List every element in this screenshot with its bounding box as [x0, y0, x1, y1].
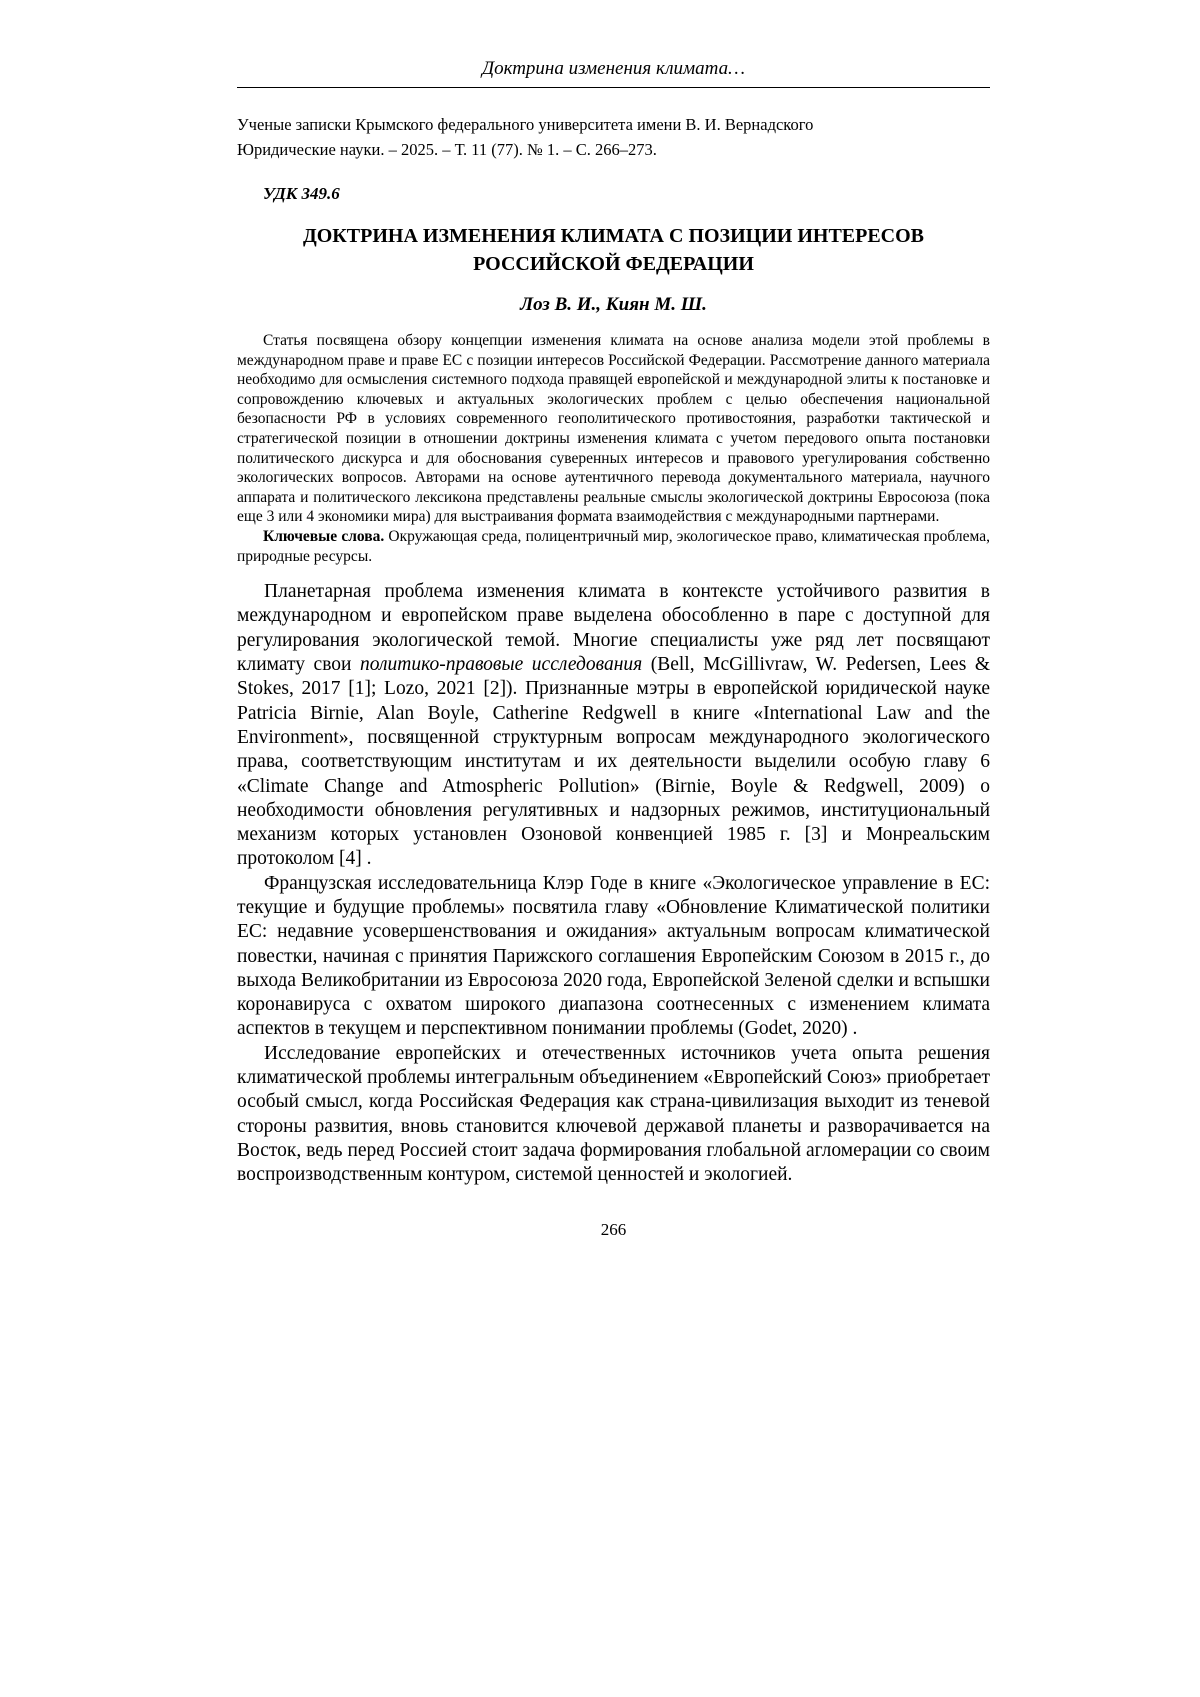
body-paragraph-3: Исследование европейских и отечественных источников учета опыта решения климатической проблемы интегральным объединением «Европейский Союз» приобретает особый смысл, когда Российская Федерация как страна-цивилизация выходит из теневой стороны развития, вновь становится ключевой державой планеты и разворачивается на Восток, ведь перед Россией стоит задача формирования глобальной агломерации со своим воспроизводственным контуром, системой ценностей и экологией. [237, 1042, 990, 1186]
abstract-text: Статья посвящена обзору концепции изменения климата на основе анализа модели этой проблемы в международном праве и праве ЕС с позиции интересов Российской Федерации. Рассмотрение данного материала необходимо для осмысления системного подхода правящей европейской и международной элиты к постановке и сопровождению ключевых и актуальных экологических проблем с целью обеспечения национальной безопасности РФ в условиях современного геополитического противостояния, разработки тактической и стратегической позиции в отношении доктрины изменения климата с учетом передового опыта постановки политического дискурса и для обоснования суверенных интересов и правового урегулирования собственно экологических вопросов. Авторами на основе аутентичного перевода документального материала, научного аппарата и политического лексикона представлены реальные смыслы экологической доктрины Евросоюза (пока еще 3 или 4 экономики мира) для выстраивания формата взаимодействия с международными партнерами. [237, 332, 990, 526]
article-title: ДОКТРИНА ИЗМЕНЕНИЯ КЛИМАТА С ПОЗИЦИИ ИНТЕРЕСОВ РОССИЙСКОЙ ФЕДЕРАЦИИ [302, 225, 925, 275]
journal-citation [237, 112, 990, 162]
article-body [237, 580, 990, 1187]
journal-citation-line-2: Юридические науки. – 2025. – Т. 11 (77). № 1. – С. 266–273. [237, 140, 657, 159]
keywords-paragraph [237, 527, 990, 566]
body-paragraph-1-text-post: (Bell, McGillivraw, W. Pedersen, Lees & Stokes, 2017 [1]; Lozo, 2021 [2]). Признанные мэтры в европейской юридической науке Patricia Birnie, Alan Boyle, Catherine Redgwell в книге «International Law and the Environment», посвященной структурным вопросам международного экологического права, соответствующим институтам и их деятельности выделили особую главу 6 «Climate Change and Atmospheric Pollution» (Birnie, Boyle & Redgwell, 2009) о необходимости обновления регулятивных и надзорных режимов, институциональный механизм которых установлен Озоновой конвенцией 1985 г. [3] и Монреальским протоколом [4] . [237, 654, 990, 870]
abstract-block [237, 331, 990, 566]
article-authors: Лоз В. И., Киян М. Ш. [520, 294, 707, 315]
page-content [237, 0, 990, 1240]
running-head [237, 58, 990, 88]
keywords-text: Окружающая среда, полицентричный мир, экологическое право, климатическая проблема, природные ресурсы. [237, 527, 990, 565]
keywords-label: Ключевые слова. [263, 527, 385, 545]
udc-code: УДК 349.6 [263, 184, 340, 203]
page-number: 266 [600, 1219, 627, 1239]
running-head-title: Доктрина изменения климата… [481, 58, 745, 79]
body-paragraph-1-text-pre: Планетарная проблема изменения климата в контексте устойчивого развития в международном и европейском праве выделена обособленно в паре с доступной для регулирования экологической темой. Многие специалисты уже ряд лет посвящают климату свои [237, 581, 990, 676]
body-paragraph-1 [237, 580, 990, 872]
body-paragraph-1-italic-phrase: политико-правовые исследования [360, 654, 643, 676]
body-paragraph-2: Французская исследовательница Клэр Годе в книге «Экологическое управление в ЕС: текущие и будущие проблемы» посвятила главу «Обновление Климатической политики ЕС: недавние усовершенствования и ожидания» актуальным вопросам климатической повестки, начиная с принятия Парижского соглашения Европейским Союзом в 2015 г., до выхода Великобритании из Евросоюза 2020 года, Европейской Зеленой сделки и вспышки коронавируса с охватом широкого диапазона соотнесенных с изменением климата аспектов в текущем и перспективном понимании проблемы (Godet, 2020) . [237, 872, 990, 1040]
journal-citation-line-1: Ученые записки Крымского федерального университета имени В. И. Вернадского [237, 115, 814, 134]
